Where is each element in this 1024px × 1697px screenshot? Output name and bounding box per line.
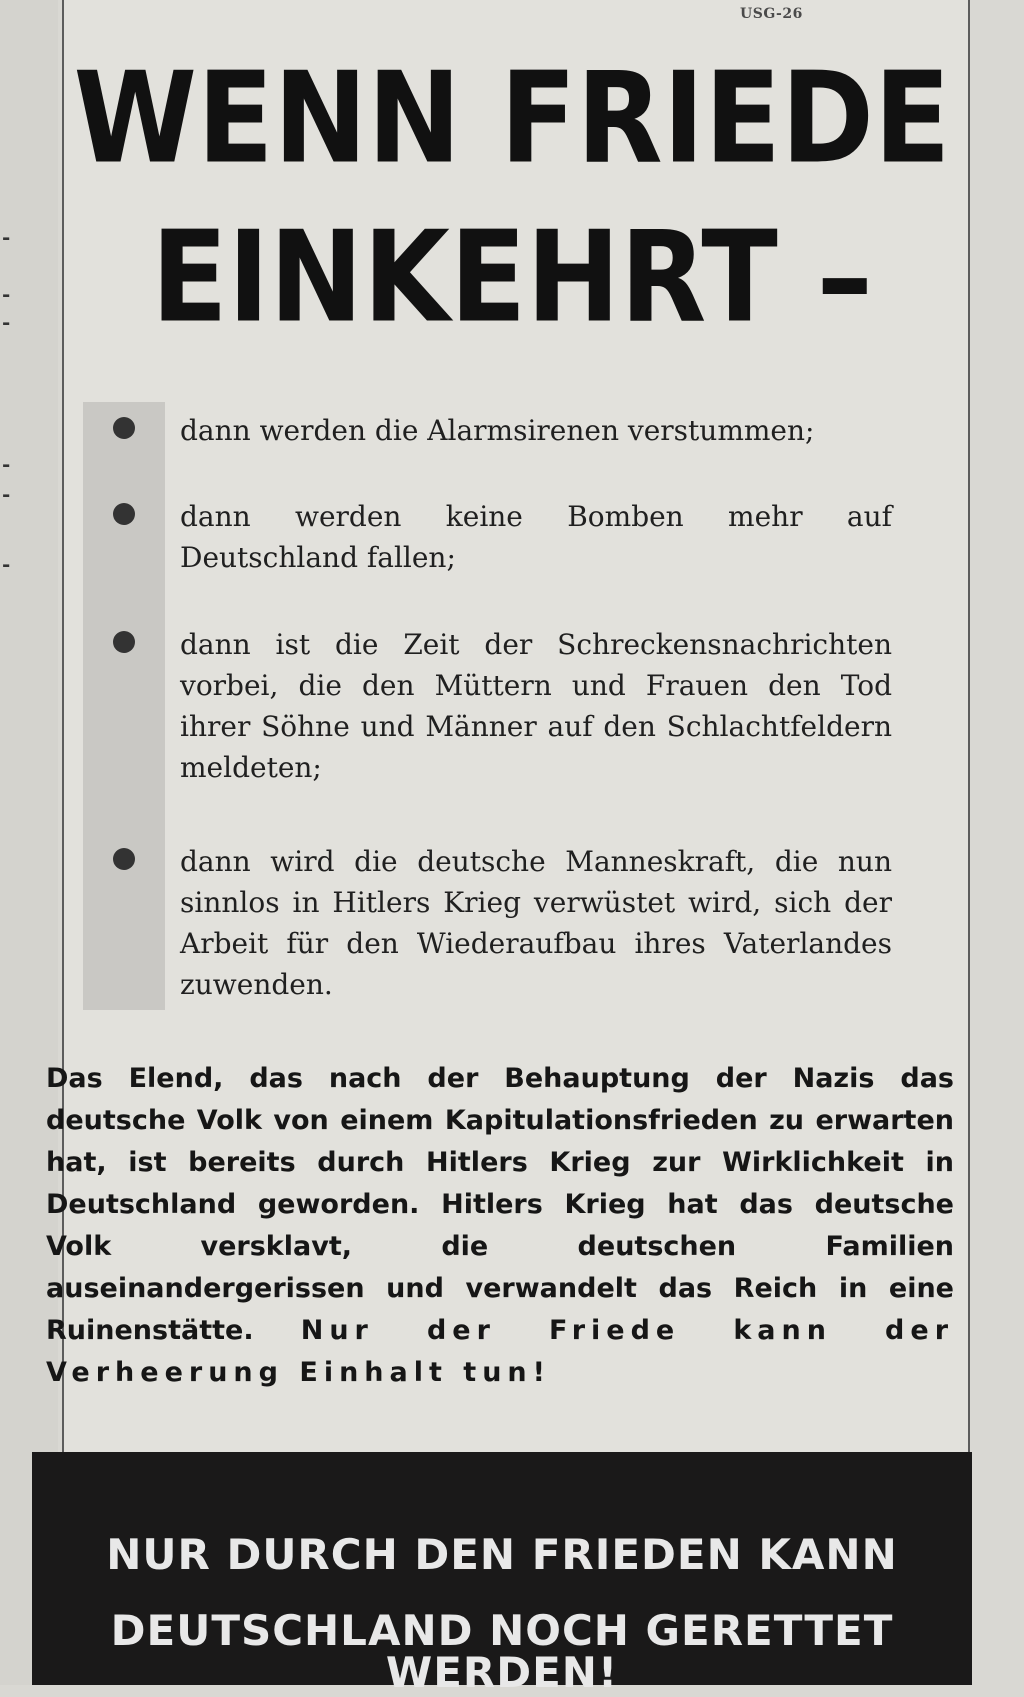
body-paragraph-main: Das Elend, das nach der Behauptung der Nazis das deutsche Volk von einem Kapitulationsfrieden zu erwarten hat, ist bereits durch Hitlers Krieg zur Wirklichkeit in Deutschland geworden. Hitlers Krieg hat das deutsche Volk versklavt, die deutschen Familien auseinandergerissen und verwandelt das Reich in eine Ruinenstätte. bbox=[46, 1063, 954, 1346]
bullet-text-4: dann wird die deutsche Manneskraft, die nun sinnlos in Hitlers Krieg verwüstet wird, sich der Arbeit für den Wiederaufbau ihres Vaterlandes zuwenden. bbox=[180, 845, 892, 1001]
bullet-text-1: dann werden die Alarmsirenen verstummen; bbox=[180, 414, 815, 447]
left-margin-mark: ‑ bbox=[2, 282, 11, 306]
bullet-bar bbox=[83, 402, 165, 1010]
bullet-dot-icon bbox=[113, 503, 135, 525]
left-margin-mark: ‑ bbox=[2, 452, 11, 476]
body-paragraph bbox=[46, 1058, 954, 1394]
headline-line-2: EINKEHRT – bbox=[151, 204, 873, 351]
footer-line-2: DEUTSCHLAND NOCH GERETTET WERDEN! bbox=[110, 1606, 894, 1697]
left-margin-mark: ‑ bbox=[2, 482, 11, 506]
bullet-dot-icon bbox=[113, 417, 135, 439]
bullet-text-2: dann werden keine Bomben mehr auf Deutschland fallen; bbox=[180, 500, 892, 574]
footer-line-1: NUR DURCH DEN FRIEDEN KANN bbox=[106, 1530, 898, 1579]
left-margin-mark: ‑ bbox=[2, 225, 11, 249]
bullet-dot-icon bbox=[113, 631, 135, 653]
document-code: USG-26 bbox=[740, 6, 803, 22]
left-margin-mark: ‑ bbox=[2, 552, 11, 576]
headline bbox=[0, 45, 1024, 351]
bullet-text-3: dann ist die Zeit der Schreckensnachrichten vorbei, die den Müttern und Frauen den Tod ihrer Söhne und Männer auf den Schlachtfeldern meldeten; bbox=[180, 628, 892, 784]
left-margin-mark: ‑ bbox=[2, 310, 11, 334]
footer-band bbox=[32, 1452, 972, 1697]
bullet-dot-icon bbox=[113, 848, 135, 870]
headline-line-1: WENN FRIEDE bbox=[73, 45, 951, 192]
body-paragraph-spaced: Nur der Friede kann der Verheerung Einhalt tun! bbox=[46, 1315, 955, 1388]
